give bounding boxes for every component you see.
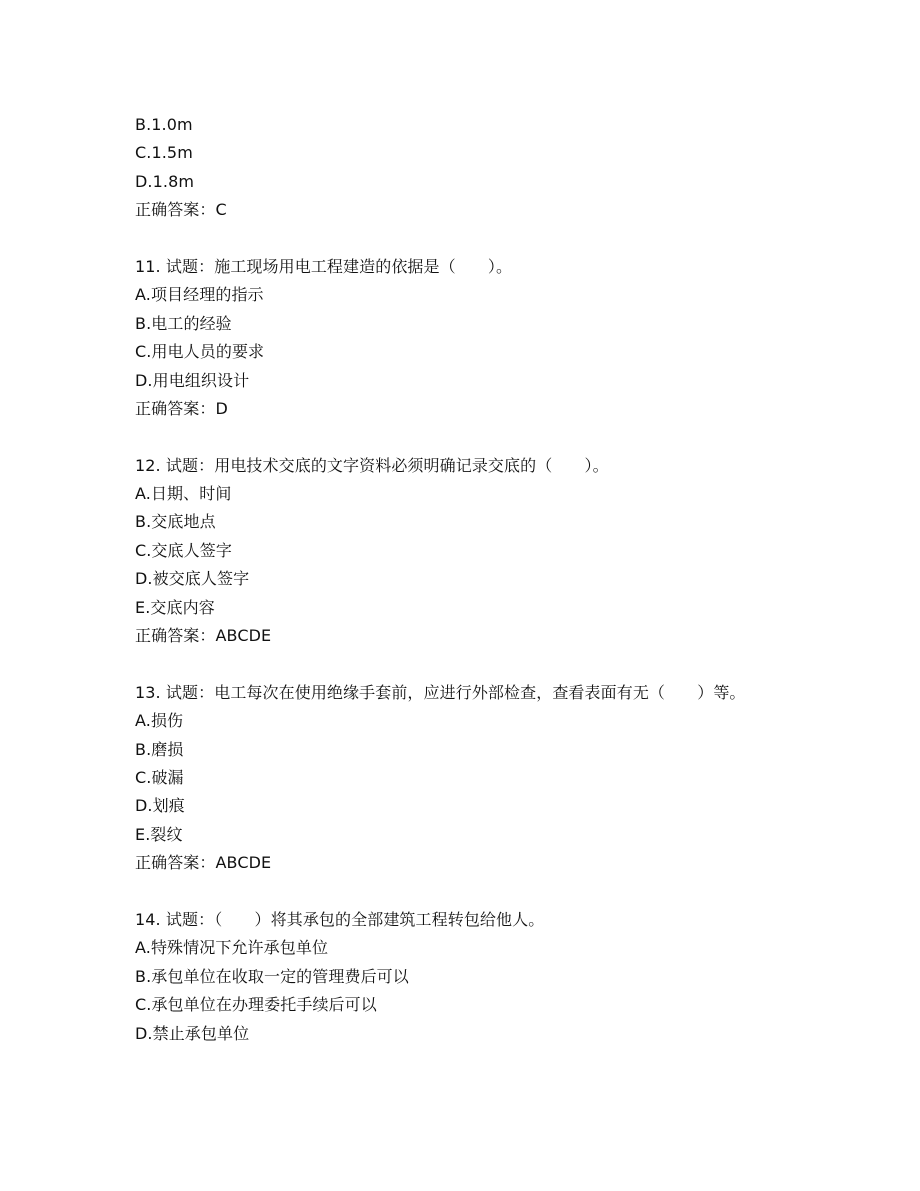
option-b: B.承包单位在收取一定的管理费后可以	[135, 966, 409, 986]
correct-answer: 正确答案：ABCDE	[135, 853, 272, 873]
correct-answer: 正确答案：D	[135, 398, 228, 418]
option-d: D.用电组织设计	[135, 370, 250, 390]
option-d: D.禁止承包单位	[135, 1023, 250, 1043]
question-block-11	[135, 253, 875, 423]
option-e: E.交底内容	[135, 597, 215, 617]
option-c: C.交底人签字	[135, 540, 232, 560]
question-block-prev	[135, 111, 875, 225]
option-a: A.日期、时间	[135, 484, 232, 504]
question-stem: 13. 试题：电工每次在使用绝缘手套前，应进行外部检查，查看表面有无（ ）等。	[135, 682, 746, 702]
option-b: B.电工的经验	[135, 313, 232, 333]
option-b: B.1.0m	[135, 115, 193, 134]
option-d: D.1.8m	[135, 171, 195, 191]
option-c: C.1.5m	[135, 143, 193, 163]
spacer	[135, 878, 875, 906]
option-c: C.承包单位在办理委托手续后可以	[135, 995, 377, 1015]
question-list	[135, 111, 875, 1048]
correct-answer: 正确答案：C	[135, 200, 227, 220]
question-block-14	[135, 906, 875, 1048]
spacer	[135, 650, 875, 678]
question-stem: 14. 试题：（ ）将其承包的全部建筑工程转包给他人。	[135, 909, 545, 929]
option-a: A.特殊情况下允许承包单位	[135, 938, 329, 958]
question-block-12	[135, 452, 875, 651]
correct-answer: 正确答案：ABCDE	[135, 626, 272, 646]
option-a: A.损伤	[135, 711, 184, 731]
spacer	[135, 423, 875, 451]
question-block-13	[135, 679, 875, 878]
option-c: C.破漏	[135, 767, 184, 787]
option-c: C.用电人员的要求	[135, 342, 265, 362]
option-d: D.划痕	[135, 796, 185, 816]
option-a: A.项目经理的指示	[135, 285, 264, 305]
option-b: B.交底地点	[135, 512, 216, 532]
question-stem: 11. 试题：施工现场用电工程建造的依据是（ ）。	[135, 256, 513, 276]
question-stem: 12. 试题：用电技术交底的文字资料必须明确记录交底的（ ）。	[135, 455, 609, 475]
option-b: B.磨损	[135, 739, 184, 759]
option-e: E.裂纹	[135, 824, 183, 844]
option-d: D.被交底人签字	[135, 569, 250, 589]
spacer	[135, 225, 875, 253]
